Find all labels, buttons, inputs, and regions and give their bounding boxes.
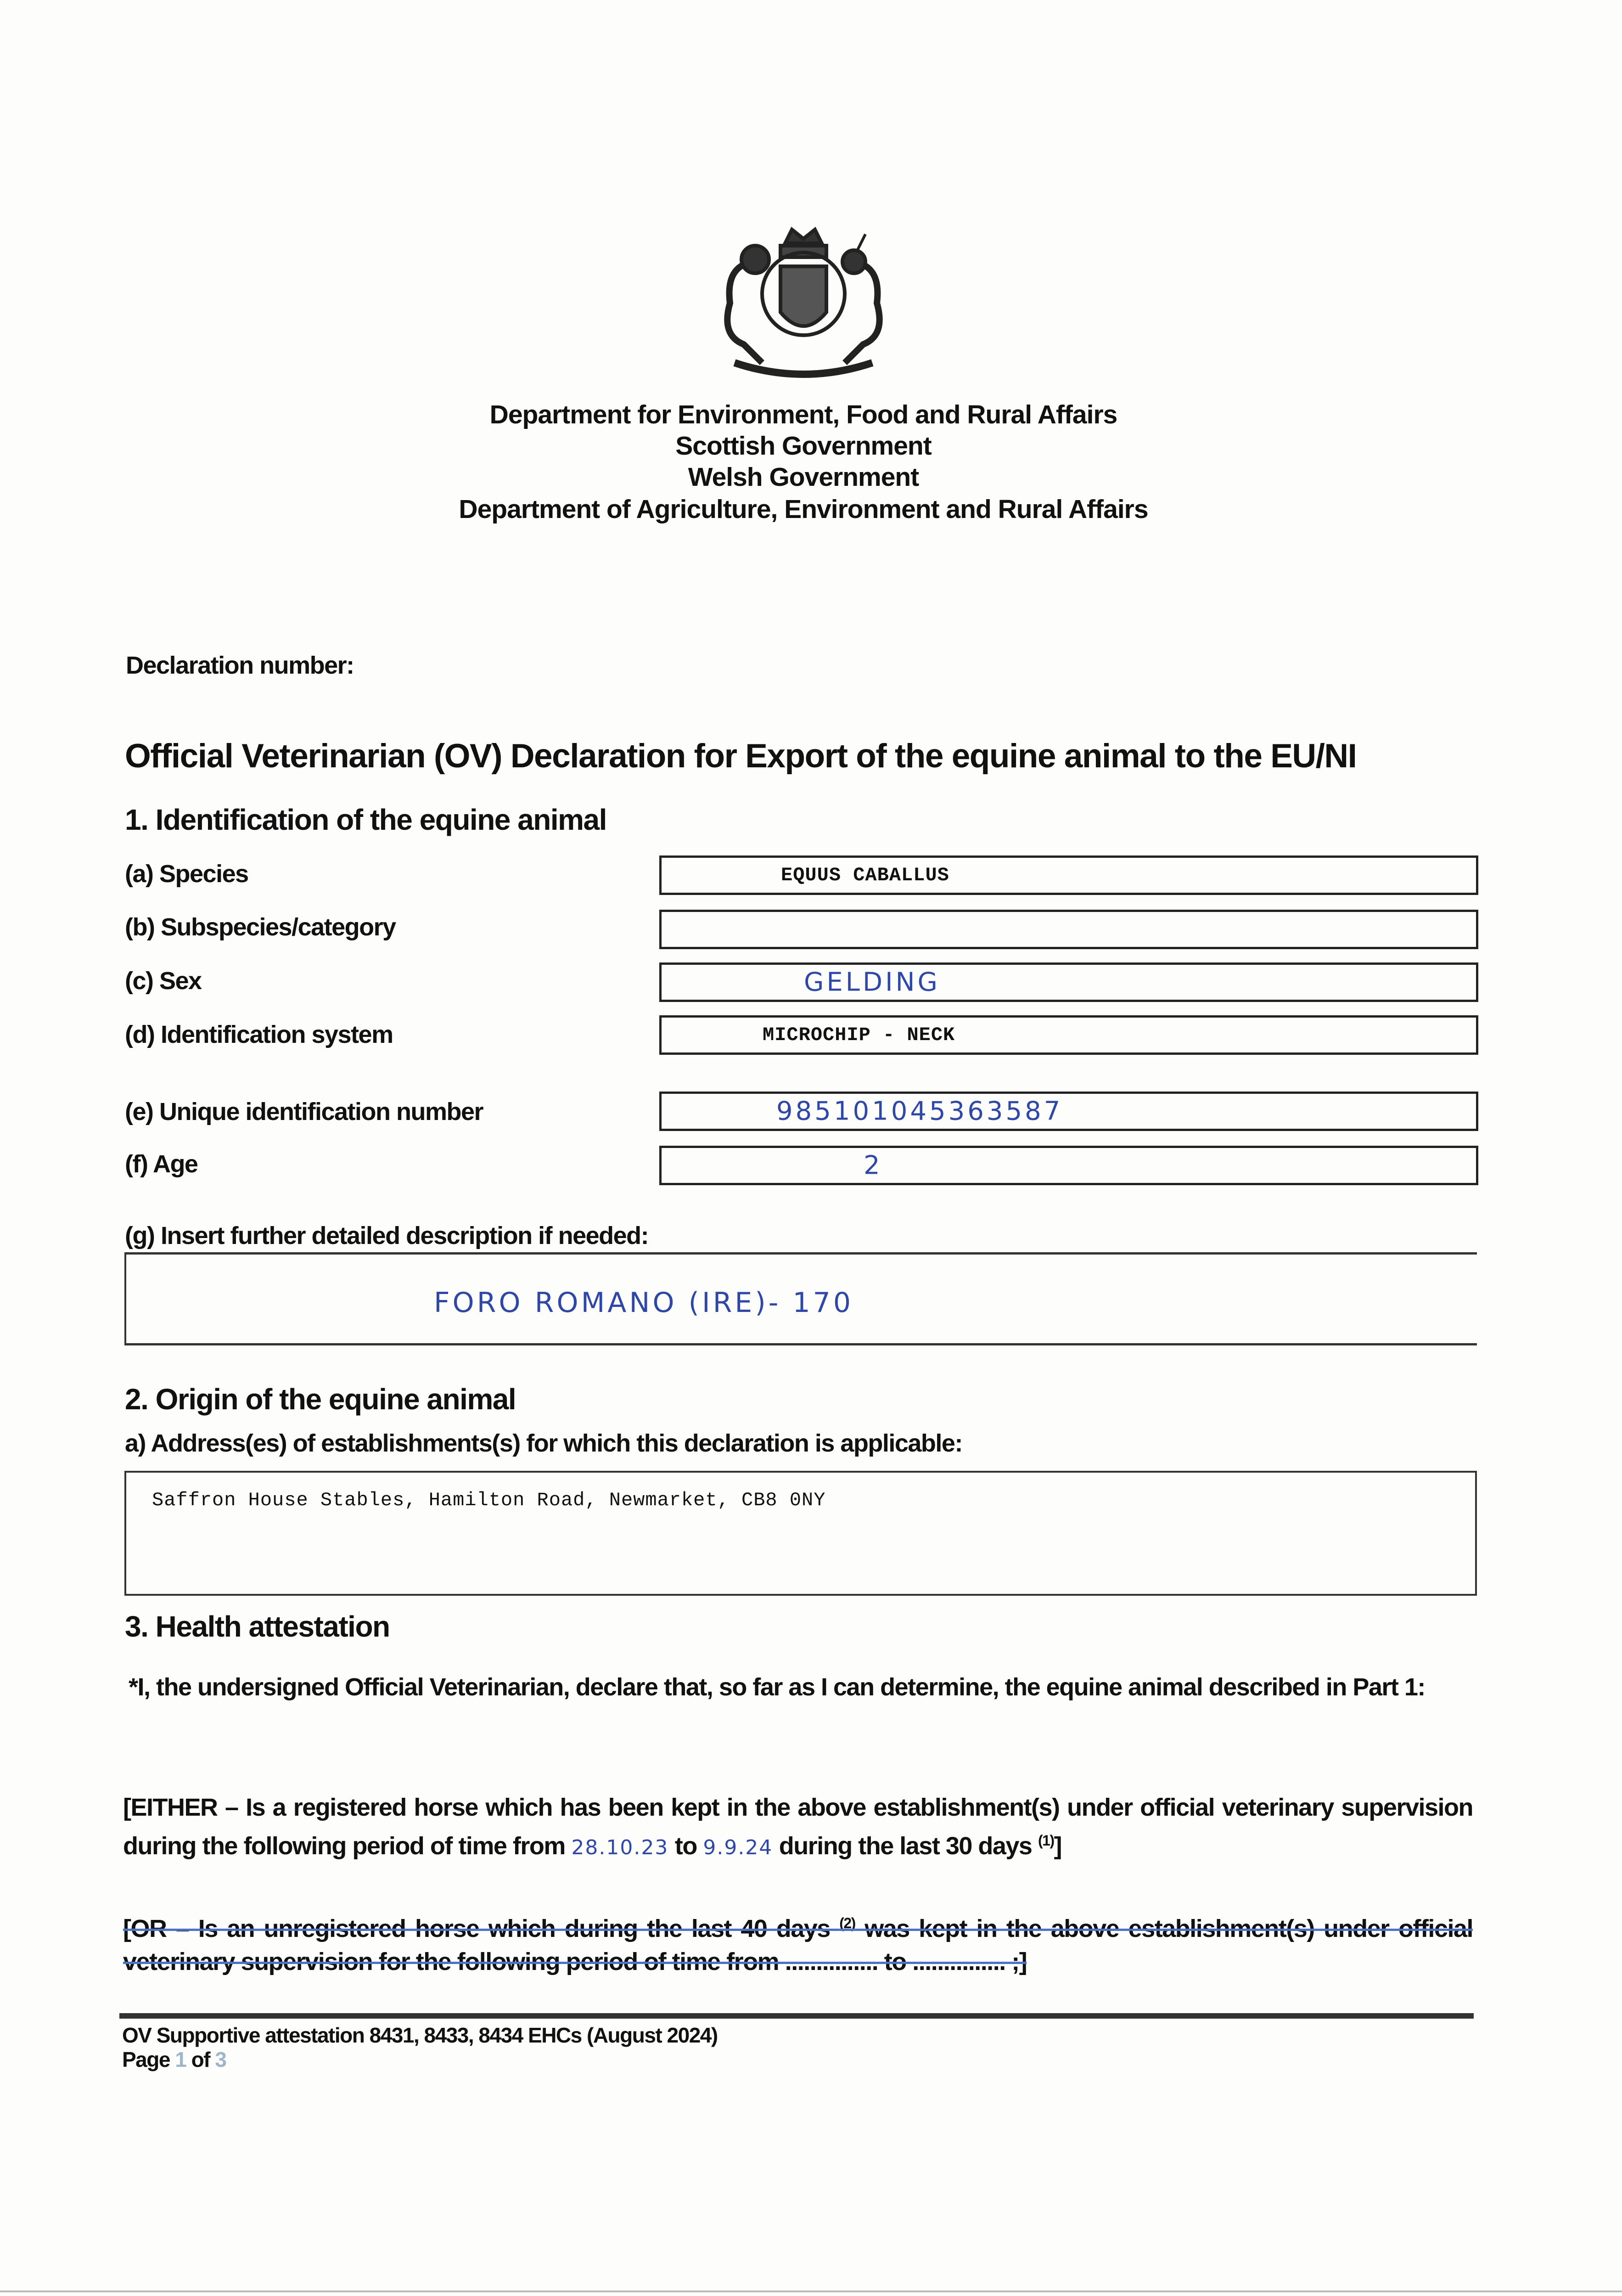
department-name: Department for Environment, Food and Rural Affairs (489, 400, 1117, 429)
age-field[interactable] (659, 1146, 1478, 1185)
page-number (122, 2047, 226, 2072)
section1-heading: 1. Identification of the equine animal (125, 803, 606, 836)
page-of: of (186, 2048, 215, 2071)
sex-label: (c) Sex (125, 967, 202, 995)
section3-heading: 3. Health attestation (125, 1610, 390, 1643)
page-label: Page (122, 2048, 175, 2071)
unique-id-field[interactable] (659, 1092, 1478, 1131)
address-value: Saffron House Stables, Hamilton Road, Newmarket, CB8 0NY (152, 1489, 826, 1511)
page-total: 3 (215, 2048, 226, 2071)
either-clause (123, 1791, 1473, 1864)
sex-field[interactable] (659, 962, 1478, 1002)
attestation-intro: *I, the undersigned Official Veterinarian, declare that, so far as I can determine, the equine animal described in Part 1: (129, 1673, 1425, 1701)
description-label: (g) Insert further detailed description if needed: (125, 1222, 649, 1249)
footer-reference: OV Supportive attestation 8431, 8433, 8434 EHCs (August 2024) (122, 2023, 718, 2047)
department-name: Department of Agriculture, Environment and Rural Affairs (459, 495, 1148, 524)
either-close: ] (1054, 1832, 1062, 1860)
declaration-number-label: Declaration number: (126, 652, 354, 679)
either-text-end: during the last 30 days (773, 1832, 1038, 1860)
either-to-word: to (668, 1832, 703, 1860)
species-value: EQUUS CABALLUS (781, 864, 949, 886)
unique-id-label: (e) Unique identification number (125, 1098, 483, 1125)
or-clause-struck (123, 1907, 1473, 1978)
either-from-date[interactable]: 28.10.23 (571, 1836, 669, 1859)
identification-system-label: (d) Identification system (125, 1021, 393, 1048)
scan-edge-line (0, 2290, 1622, 2292)
description-field[interactable] (124, 1252, 1477, 1345)
footnote-ref: (1) (1038, 1832, 1054, 1849)
identification-system-field[interactable] (659, 1015, 1478, 1055)
age-value: 2 (864, 1150, 883, 1181)
either-to-date[interactable]: 9.9.24 (703, 1836, 773, 1859)
sex-value: GELDING (804, 967, 940, 997)
page-title: Official Veterinarian (OV) Declaration for Export of the equine animal to the EU/NI (125, 737, 1357, 775)
description-value: FORO ROMANO (IRE)- 170 (434, 1287, 853, 1319)
either-text: [EITHER – Is a registered horse which has been kept in the above establishment(s) under official veterinary supervision during the following period of time from (123, 1794, 1473, 1860)
section2-heading: 2. Origin of the equine animal (125, 1383, 516, 1416)
identification-system-value: MICROCHIP - NECK (763, 1024, 955, 1046)
or-text: [OR – Is an unregistered horse which during the last 40 days (123, 1915, 840, 1942)
species-label: (a) Species (125, 860, 248, 888)
subspecies-field[interactable] (659, 910, 1478, 949)
department-name: Welsh Government (688, 462, 919, 492)
address-label: a) Address(es) of establishments(s) for which this declaration is applicable: (125, 1429, 962, 1457)
footnote-ref: (2) (839, 1915, 855, 1931)
subspecies-label: (b) Subspecies/category (125, 913, 396, 941)
royal-crest-logo (707, 225, 900, 386)
species-field[interactable] (659, 855, 1478, 895)
department-name: Scottish Government (675, 431, 932, 461)
unique-id-value: 985101045363587 (776, 1096, 1063, 1126)
page-current: 1 (175, 2048, 186, 2071)
age-label: (f) Age (125, 1150, 198, 1178)
footer-divider (119, 2013, 1474, 2019)
address-field[interactable] (124, 1471, 1477, 1596)
or-text-end: was kept in the above establishment(s) under official veterinary supervision for the following period of time from ............... to ............... ;] (123, 1915, 1473, 1975)
